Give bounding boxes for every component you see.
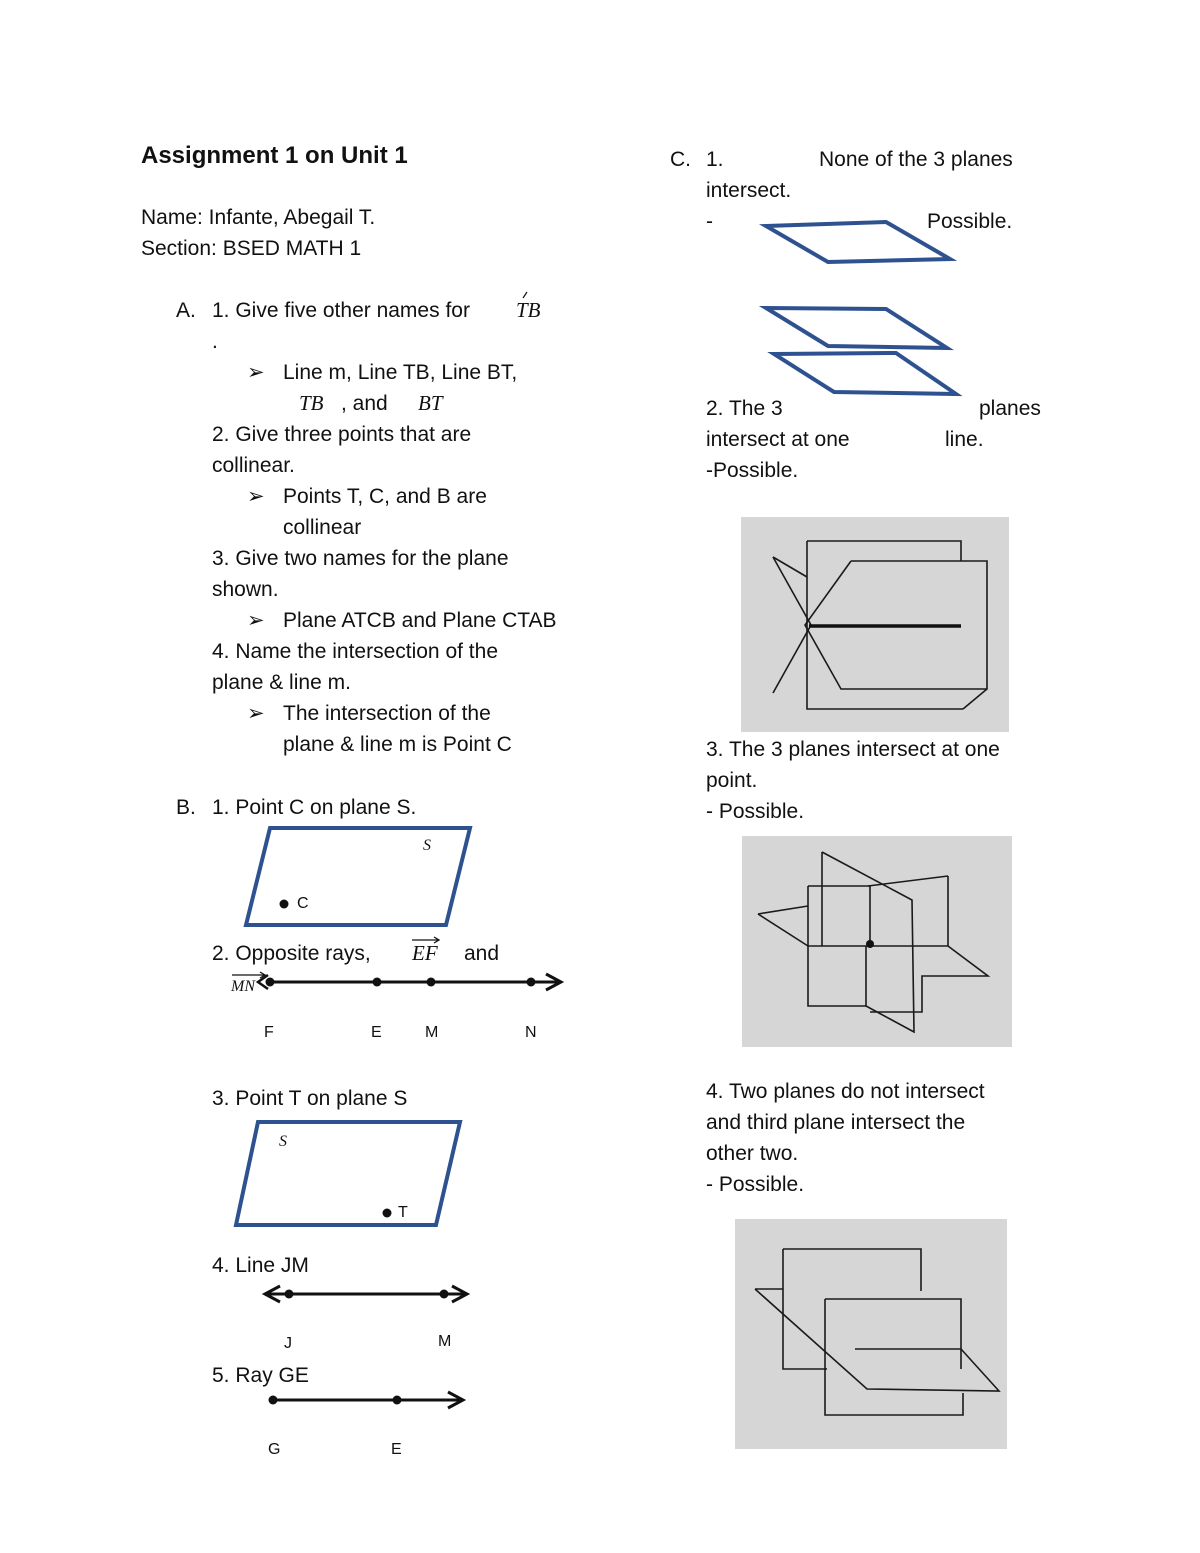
- plane-s-label-2: S: [279, 1133, 287, 1150]
- line-symbol-accent: [520, 290, 530, 300]
- ray-mn-symbol: MN: [231, 978, 255, 995]
- item-c3-line2: point.: [706, 769, 758, 792]
- answer-a4-line2: plane & line m is Point C: [283, 733, 512, 756]
- item-c2-line1b: planes: [979, 397, 1041, 420]
- point-t-label: T: [398, 1204, 408, 1221]
- question-a3-line1: 3. Give two names for the plane: [212, 547, 509, 570]
- question-a2-line2: collinear.: [212, 454, 295, 477]
- point-label-e: E: [371, 1024, 382, 1041]
- parallel-planes-diagram: [762, 216, 962, 401]
- question-a1-dot: .: [212, 330, 218, 353]
- point-label-e2: E: [391, 1441, 402, 1458]
- item-c4-line4: - Possible.: [706, 1173, 805, 1196]
- item-c4-line3: other two.: [706, 1142, 799, 1165]
- item-c2-line2b: line.: [945, 428, 984, 451]
- ray-ge-diagram: [266, 1387, 466, 1413]
- item-c1-number: 1.: [706, 148, 724, 171]
- point-label-f: F: [264, 1024, 274, 1041]
- bullet-arrow-icon: ➢: [247, 361, 265, 384]
- photo-two-parallel-one-crossing: [735, 1219, 1007, 1449]
- point-label-m: M: [425, 1024, 439, 1041]
- line-jm-diagram: [260, 1281, 475, 1307]
- item-c3-line1: 3. The 3 planes intersect at one: [706, 738, 1000, 761]
- ray-ef-symbol: EF: [412, 941, 438, 965]
- item-c2-line2a: intersect at one: [706, 428, 850, 451]
- plane-s-diagram-1: [240, 822, 480, 932]
- item-c1-dash: -: [706, 210, 713, 233]
- part-a-letter: A.: [176, 299, 196, 322]
- point-c-label: C: [297, 895, 309, 912]
- plane-s-diagram-2: [232, 1117, 472, 1229]
- item-b4: 4. Line JM: [212, 1254, 309, 1277]
- question-a2-line1: 2. Give three points that are: [212, 423, 472, 446]
- student-section: Section: BSED MATH 1: [141, 237, 362, 260]
- question-a3-line2: shown.: [212, 578, 279, 601]
- answer-a2-line1: Points T, C, and B are: [283, 485, 487, 508]
- answer-a1-and: , and: [341, 392, 388, 415]
- opposite-rays-diagram: [228, 971, 568, 995]
- question-a1: 1. Give five other names for: [212, 299, 470, 322]
- point-label-g: G: [268, 1441, 281, 1458]
- answer-a3: Plane ATCB and Plane CTAB: [283, 609, 557, 632]
- item-b1: 1. Point C on plane S.: [212, 796, 417, 819]
- student-name: Name: Infante, Abegail T.: [141, 206, 376, 229]
- photo-planes-intersect-point: [742, 836, 1012, 1047]
- answer-a4-line1: The intersection of the: [283, 702, 491, 725]
- item-c1-text: None of the 3 planes: [819, 148, 1013, 171]
- photo-planes-intersect-line: [741, 517, 1009, 732]
- point-label-j: J: [284, 1335, 292, 1352]
- line-tb-symbol: TB: [516, 298, 541, 322]
- page-title: Assignment 1 on Unit 1: [141, 142, 408, 169]
- bullet-arrow-icon: ➢: [247, 609, 265, 632]
- answer-a1-symbol-tb: TB: [299, 391, 324, 415]
- bullet-arrow-icon: ➢: [247, 702, 265, 725]
- part-b-letter: B.: [176, 796, 196, 819]
- answer-a1-symbol-bt: BT: [418, 391, 443, 415]
- item-b3: 3. Point T on plane S: [212, 1087, 408, 1110]
- answer-a1: Line m, Line TB, Line BT,: [283, 361, 518, 384]
- point-label-n: N: [525, 1024, 537, 1041]
- item-c4-line2: and third plane intersect the: [706, 1111, 966, 1134]
- item-b2: 2. Opposite rays,: [212, 942, 371, 965]
- item-c1-possible: Possible.: [927, 210, 1013, 233]
- part-c-letter: C.: [670, 148, 691, 171]
- item-b5: 5. Ray GE: [212, 1364, 309, 1387]
- item-c2-line3: -Possible.: [706, 459, 799, 482]
- item-c2-line1a: 2. The 3: [706, 397, 783, 420]
- point-label-m2: M: [438, 1333, 452, 1350]
- item-c3-line3: - Possible.: [706, 800, 805, 823]
- item-c4-line1: 4. Two planes do not intersect: [706, 1080, 985, 1103]
- ray-arrow-icon: [410, 935, 442, 945]
- answer-a2-line2: collinear: [283, 516, 362, 539]
- question-a4-line1: 4. Name the intersection of the: [212, 640, 498, 663]
- bullet-arrow-icon: ➢: [247, 485, 265, 508]
- question-a4-line2: plane & line m.: [212, 671, 351, 694]
- item-b2-and: and: [464, 942, 500, 965]
- item-c1-line2: intersect.: [706, 179, 792, 202]
- plane-s-label-1: S: [423, 837, 431, 854]
